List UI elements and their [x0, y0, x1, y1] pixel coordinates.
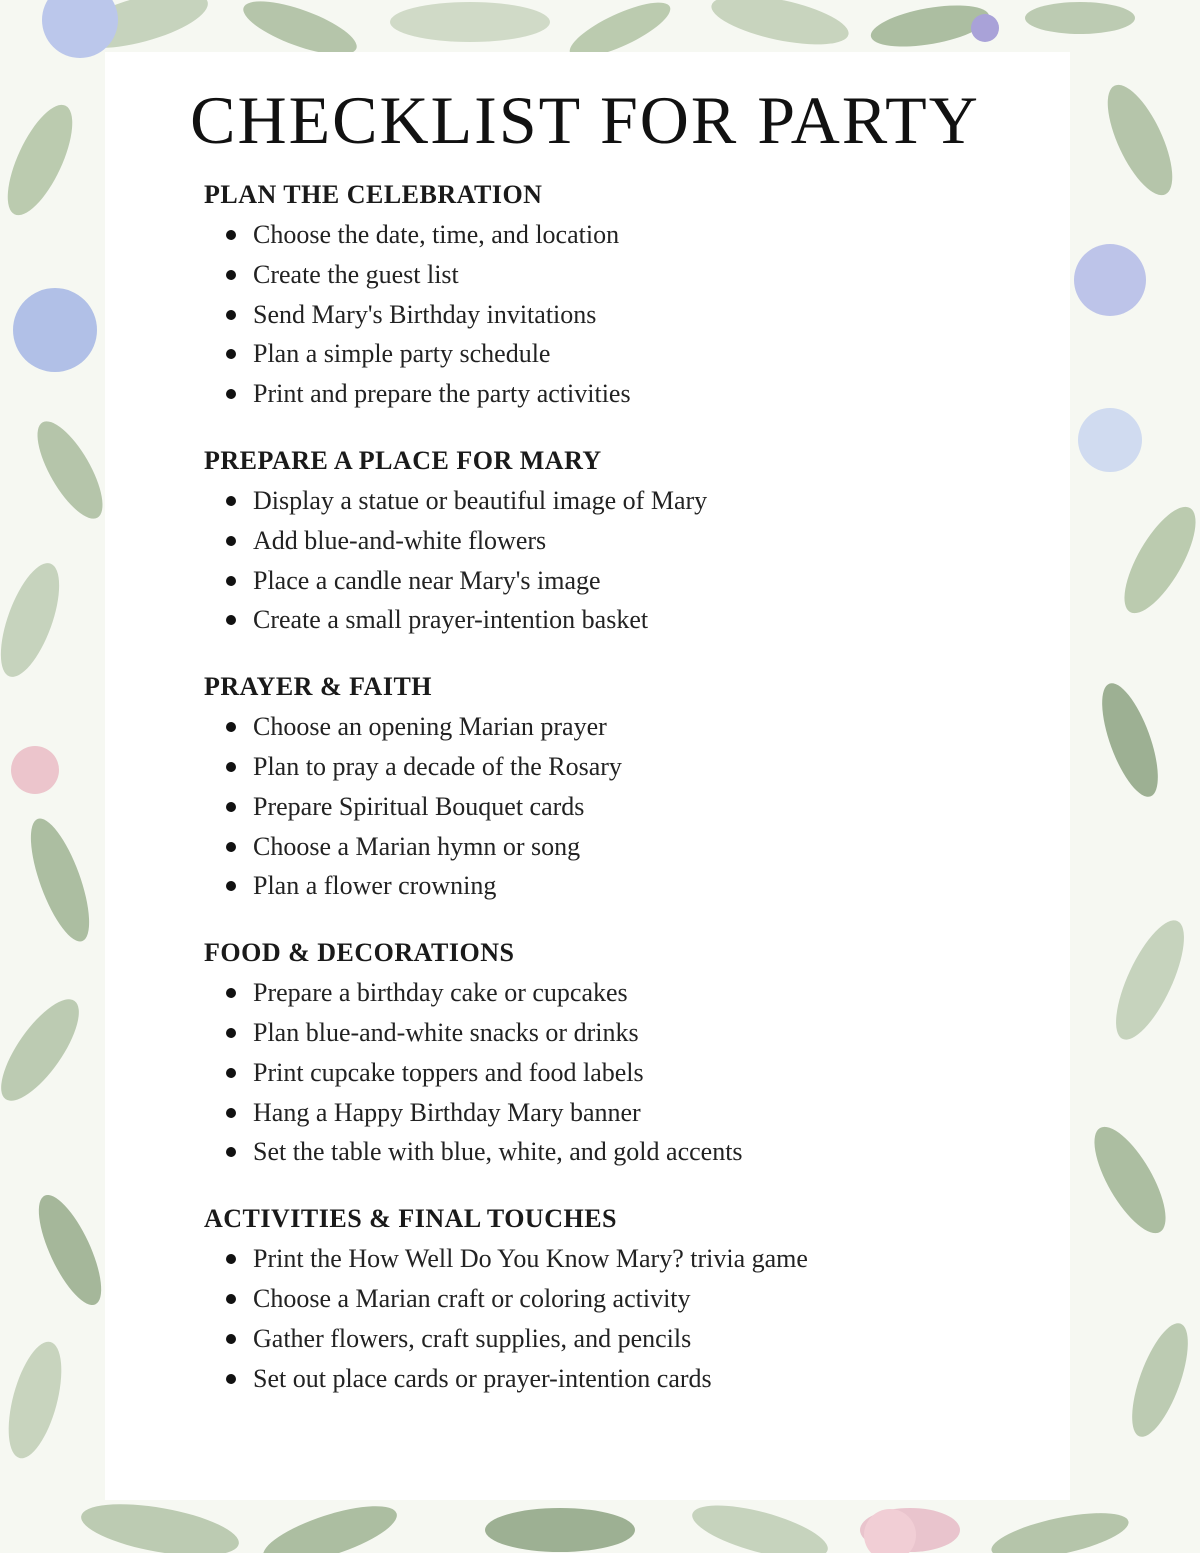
checklist-item: [204, 1359, 1044, 1399]
checklist-items: [204, 481, 1044, 640]
checklist-item-label: Hang a Happy Birthday Mary banner: [253, 1097, 641, 1127]
checklist-item-label: Plan a simple party schedule: [253, 339, 551, 369]
checklist-item: [204, 215, 1044, 255]
checklist-item: [204, 1132, 1044, 1172]
bullet-icon: [226, 762, 236, 772]
bullet-icon: [226, 576, 236, 586]
checklist-item-label: Prepare a birthday cake or cupcakes: [253, 978, 628, 1008]
checklist-section: [204, 178, 1044, 414]
bullet-icon: [226, 1254, 236, 1264]
page-title: CHECKLIST FOR PARTY: [190, 82, 980, 158]
checklist-item: [204, 747, 1044, 787]
checklist-item: [204, 561, 1044, 601]
section-heading: PRAYER & FAITH: [204, 672, 433, 702]
checklist-item-label: Choose a Marian hymn or song: [253, 831, 581, 861]
checklist-item: [204, 1053, 1044, 1093]
checklist-item: [204, 334, 1044, 374]
checklist-sections: [204, 178, 1044, 1398]
checklist-item-label: Print and prepare the party activities: [253, 379, 631, 409]
checklist-item-label: Choose a Marian craft or coloring activity: [253, 1283, 691, 1313]
checklist-items: [204, 973, 1044, 1172]
checklist-item: [204, 295, 1044, 335]
bullet-icon: [226, 1028, 236, 1038]
checklist-item-label: Prepare Spiritual Bouquet cards: [253, 791, 585, 821]
checklist-item-label: Add blue-and-white flowers: [253, 525, 547, 555]
bullet-icon: [226, 1374, 236, 1384]
checklist-item-label: Choose an opening Marian prayer: [253, 712, 607, 742]
section-heading: FOOD & DECORATIONS: [204, 938, 515, 968]
checklist-item-label: Plan blue-and-white snacks or drinks: [253, 1017, 639, 1047]
bullet-icon: [226, 881, 236, 891]
bullet-icon: [226, 722, 236, 732]
checklist-item: [204, 600, 1044, 640]
checklist-section: [204, 444, 1044, 640]
checklist-item-label: Display a statue or beautiful image of Mary: [253, 485, 708, 515]
bullet-icon: [226, 1068, 236, 1078]
checklist-item-label: Set out place cards or prayer-intention cards: [253, 1363, 712, 1393]
bullet-icon: [226, 389, 236, 399]
checklist-section: [204, 936, 1044, 1172]
checklist-item-label: Set the table with blue, white, and gold accents: [253, 1137, 743, 1167]
section-heading: PLAN THE CELEBRATION: [204, 180, 543, 209]
checklist-item: [204, 1279, 1044, 1319]
checklist-item: [204, 374, 1044, 414]
checklist-section: [204, 670, 1044, 906]
bullet-icon: [226, 496, 236, 506]
checklist-item-label: Plan a flower crowning: [253, 871, 497, 901]
bullet-icon: [226, 1108, 236, 1118]
bullet-icon: [226, 842, 236, 852]
checklist-item-label: Create the guest list: [253, 259, 459, 289]
checklist-section: [204, 1202, 1044, 1398]
checklist-item-label: Create a small prayer-intention basket: [253, 605, 649, 635]
bullet-icon: [226, 1334, 236, 1344]
checklist-item: [204, 707, 1044, 747]
checklist-items: [204, 215, 1044, 414]
checklist-item-label: Place a candle near Mary's image: [253, 565, 601, 595]
bullet-icon: [226, 1147, 236, 1157]
checklist-item: [204, 866, 1044, 906]
bullet-icon: [226, 270, 236, 280]
checklist-items: [204, 707, 1044, 906]
section-heading: PREPARE A PLACE FOR MARY: [204, 445, 602, 475]
checklist-item-label: Print cupcake toppers and food labels: [253, 1057, 644, 1087]
bullet-icon: [226, 1294, 236, 1304]
checklist-item: [204, 827, 1044, 867]
section-heading: ACTIVITIES & FINAL TOUCHES: [204, 1204, 617, 1234]
bullet-icon: [226, 615, 236, 625]
bullet-icon: [226, 349, 236, 359]
checklist-item: [204, 1013, 1044, 1053]
checklist-items: [204, 1239, 1044, 1398]
checklist-item-label: Send Mary's Birthday invitations: [253, 299, 597, 329]
checklist-item: [204, 481, 1044, 521]
checklist-item: [204, 1093, 1044, 1133]
bullet-icon: [226, 988, 236, 998]
checklist-item-label: Plan to pray a decade of the Rosary: [253, 751, 622, 781]
checklist-item-label: Print the How Well Do You Know Mary? trivia game: [253, 1244, 808, 1274]
bullet-icon: [226, 802, 236, 812]
bullet-icon: [226, 310, 236, 320]
checklist-item: [204, 255, 1044, 295]
checklist-item: [204, 1239, 1044, 1279]
bullet-icon: [226, 230, 236, 240]
checklist-item: [204, 787, 1044, 827]
checklist-item-label: Choose the date, time, and location: [253, 220, 620, 249]
checklist-item: [204, 521, 1044, 561]
bullet-icon: [226, 536, 236, 546]
checklist-item: [204, 1319, 1044, 1359]
checklist-item: [204, 973, 1044, 1013]
checklist-item-label: Gather flowers, craft supplies, and pencils: [253, 1323, 692, 1353]
